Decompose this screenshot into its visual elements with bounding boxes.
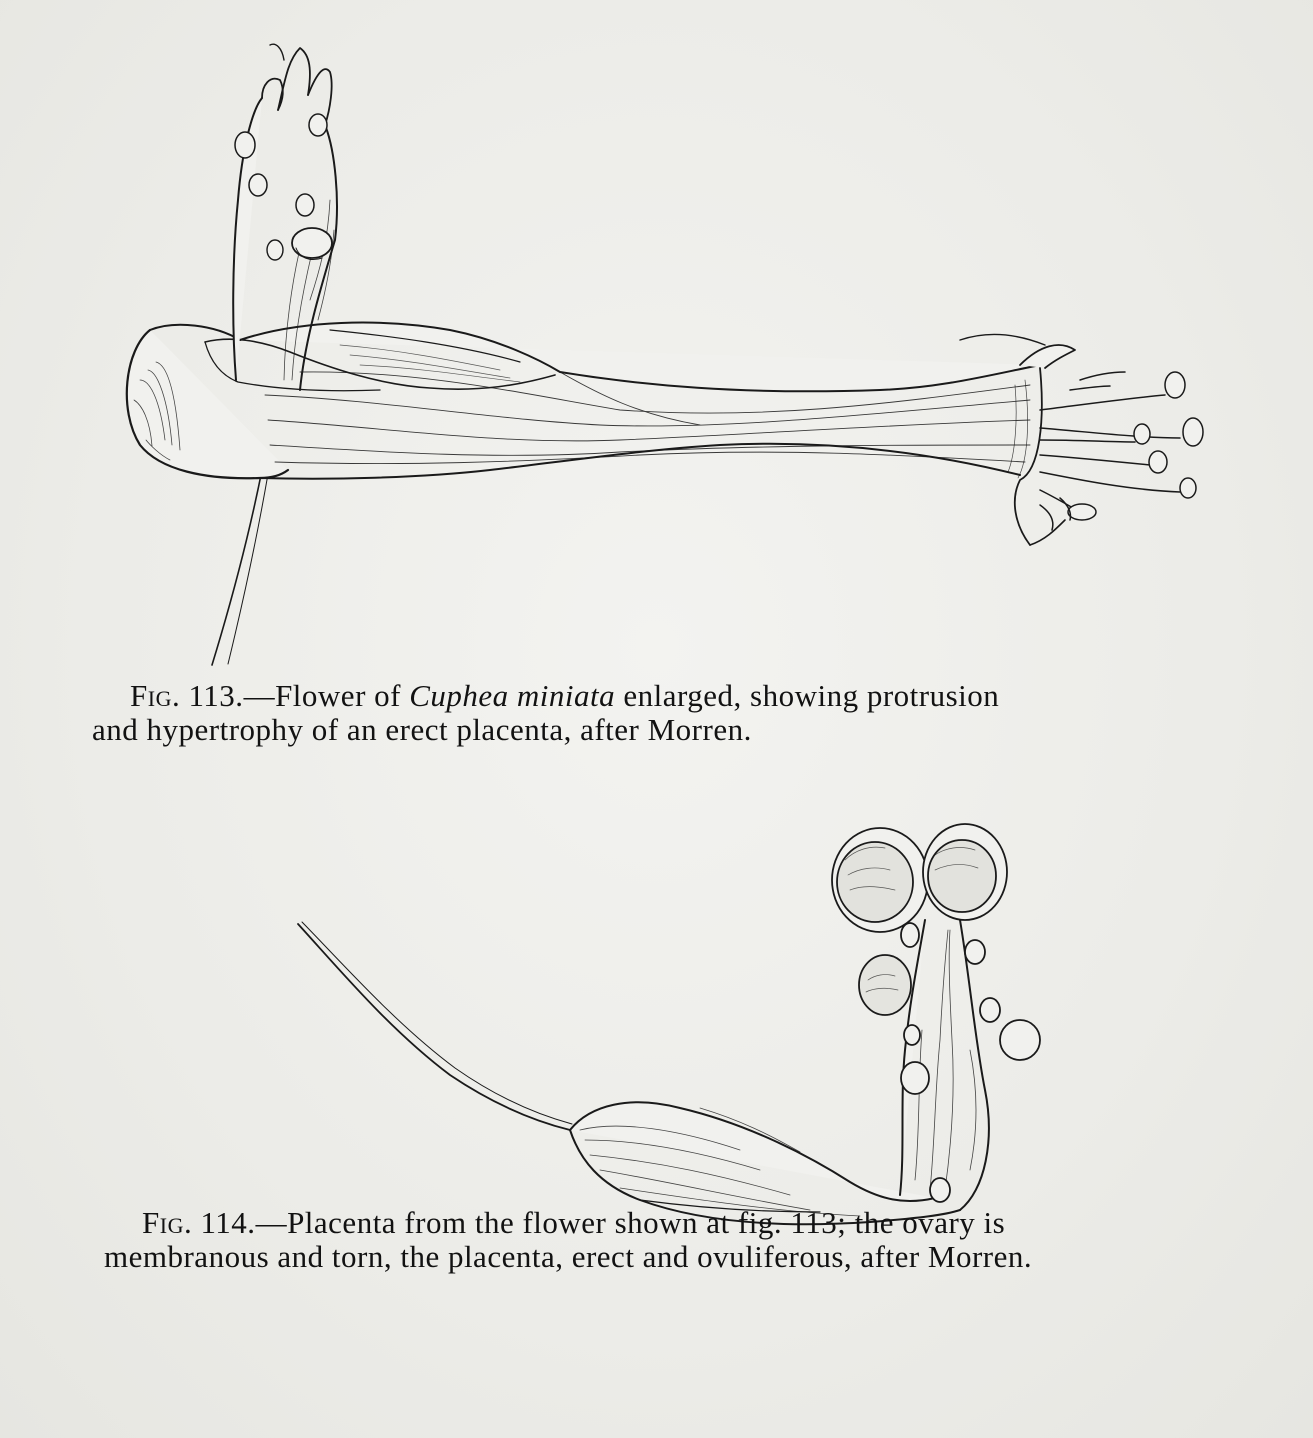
erect-placenta-114 — [900, 920, 925, 1195]
figure-114-separator: — — [255, 1205, 288, 1240]
figure-113-number: Fig. 113. — [130, 678, 244, 713]
figure-113-species: Cuphea miniata — [409, 678, 616, 713]
figure-113-caption-line2: and hypertrophy of an erect placenta, after Morren. — [92, 712, 752, 747]
pedicel — [212, 470, 262, 665]
calyx-mouth — [1020, 345, 1075, 368]
figure-114-caption — [104, 1206, 1284, 1274]
style-thread — [298, 924, 570, 1130]
figure-113-caption-text-a: Flower of — [275, 678, 410, 713]
figure-113-separator: — — [243, 678, 276, 713]
figure-113-illustration — [0, 0, 1313, 680]
figure-114-caption-line1 — [104, 1206, 1284, 1240]
figure-113-caption-line1 — [92, 679, 1262, 713]
torn-ovary — [570, 1102, 935, 1201]
figure-114-caption-line2: membranous and torn, the placenta, erect and ovuliferous, after Morren. — [104, 1239, 1033, 1274]
ovules — [832, 824, 1040, 1202]
figure-114-number: Fig. 114. — [142, 1205, 256, 1240]
figure-114-caption-text-a: Placenta from the flower shown at fig. 113; the ovary is — [287, 1205, 1006, 1240]
figure-114-illustration — [0, 790, 1313, 1230]
figure-113-caption-text-b: enlarged, showing protrusion — [615, 678, 1000, 713]
calyx-spur — [127, 330, 288, 478]
stamens — [1040, 372, 1203, 530]
figure-113-caption — [92, 679, 1262, 747]
